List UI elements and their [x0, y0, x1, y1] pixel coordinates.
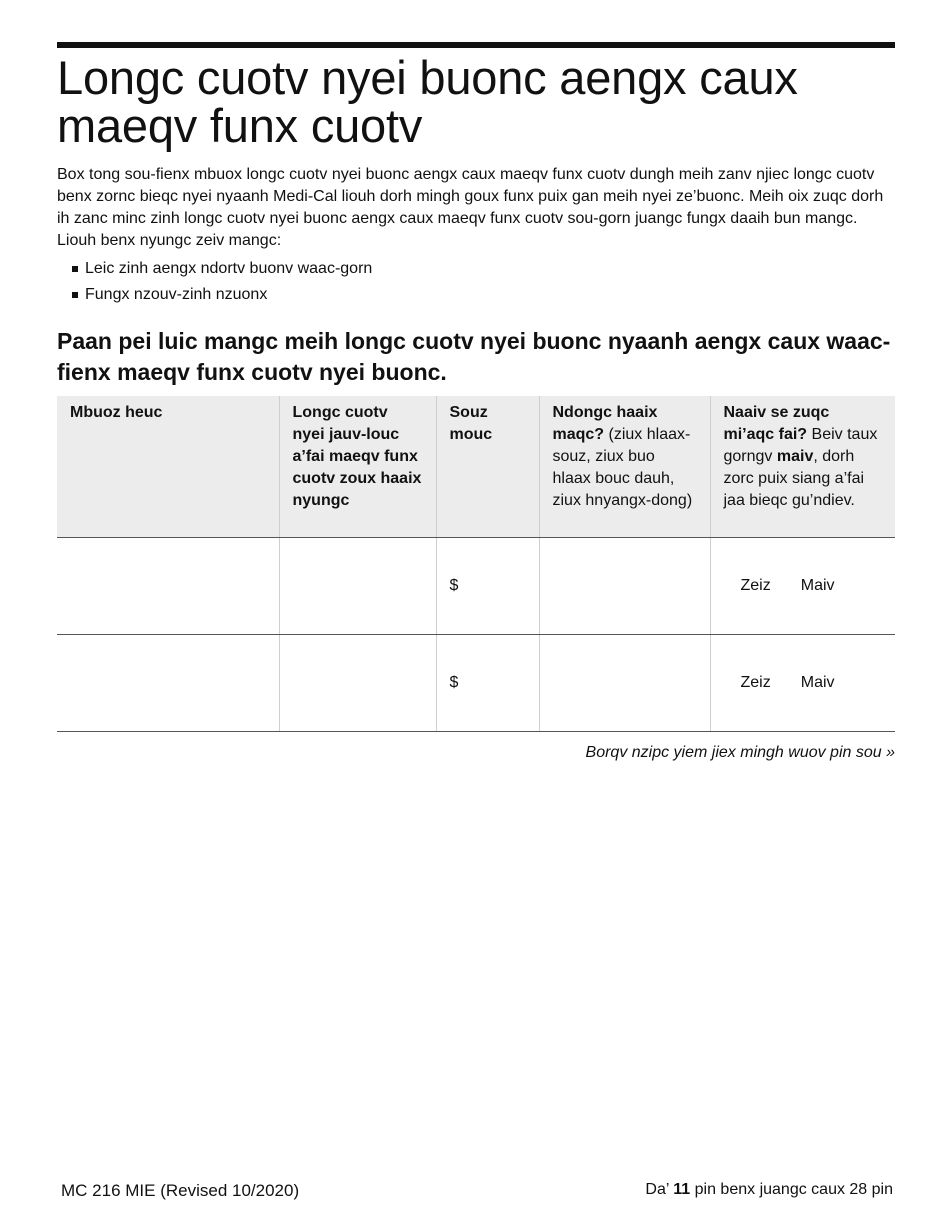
dollar-sign: $ — [449, 674, 459, 691]
expense-table — [57, 396, 895, 732]
no-option[interactable]: Maiv — [800, 674, 835, 691]
header-ongoing-rest: , dorh zorc puix siang a’fai jaa bieqc gu’ndiev. — [723, 448, 865, 509]
yes-option[interactable]: Zeiz — [740, 674, 771, 691]
page-number: 11 — [673, 1181, 691, 1198]
frequency-cell[interactable] — [539, 538, 710, 635]
header-ongoing-bold: Naaiv se zuqc mi’aqc fai? — [723, 404, 830, 443]
list-item — [57, 282, 372, 308]
list-item — [57, 256, 372, 282]
yes-no-choice — [741, 577, 835, 595]
page-title: Longc cuotv nyei buonc aengx caux maeqv funx cuotv — [57, 51, 798, 152]
amount-cell[interactable] — [436, 635, 539, 732]
footer-form-id: MC 216 MIE (Revised 10/2020) — [61, 1181, 300, 1200]
page-suffix: pin benx juangc caux 28 pin — [690, 1181, 893, 1198]
purpose-cell[interactable] — [279, 635, 436, 732]
header-ongoing-no: maiv — [776, 448, 814, 465]
purpose-cell[interactable] — [279, 538, 436, 635]
dollar-sign: $ — [449, 577, 459, 594]
amount-cell[interactable] — [436, 538, 539, 635]
no-option[interactable]: Maiv — [800, 577, 835, 594]
bullet-square-icon — [72, 266, 78, 272]
table-row — [57, 635, 895, 732]
page-prefix: Da’ — [645, 1181, 674, 1198]
header-name-text: Mbuoz heuc — [70, 404, 163, 421]
name-cell[interactable] — [57, 635, 279, 732]
frequency-cell[interactable] — [539, 635, 710, 732]
header-name — [57, 396, 279, 538]
top-rule — [57, 42, 895, 48]
section-heading: Paan pei luic mangc meih longc cuotv nyei buonc nyaanh aengx caux waac-fienx maeqv funx cuotv nyei buonc. — [57, 328, 891, 385]
yes-no-choice — [741, 674, 835, 692]
bullet-text: Leic zinh aengx ndortv buonv waac-gorn — [85, 260, 373, 277]
table-header-row — [57, 396, 895, 538]
bullet-list — [57, 256, 372, 308]
ongoing-cell — [710, 538, 895, 635]
header-frequency — [539, 396, 710, 538]
header-purpose — [279, 396, 436, 538]
header-frequency-rest: (ziux hlaax-souz, ziux buo hlaax bouc dauh, ziux hnyangx-dong) — [552, 426, 693, 509]
table-row — [57, 538, 895, 635]
bullet-text: Fungx nzouv-zinh nzuonx — [85, 286, 268, 303]
header-ongoing — [710, 396, 895, 538]
footer-page-number — [645, 1179, 893, 1201]
header-frequency-bold: Ndongc haaix maqc? — [552, 404, 658, 443]
continue-note: Borqv nzipc yiem jiex mingh wuov pin sou » — [585, 744, 895, 761]
intro-paragraph: Box tong sou-fienx mbuox longc cuotv nyei buonc aengx caux maeqv funx cuotv dungh meih zanv njiec longc cuotv benx zornc bieqc nyei nyaanh Medi-Cal liouh dorh mingh goux funx puix gan meih nyei ze’buonc. Meih oix zuqc dorh ih zanc minc zinh longc cuotv nyei buonc aengx caux maeqv funx cuotv sou-gorn juangc fungx daaih bun mangc. Liouh benx nyungc zeiv mangc: — [57, 166, 884, 249]
header-amount-text: Souz mouc — [449, 404, 493, 443]
header-purpose-text: Longc cuotv nyei jauv-louc a’fai maeqv funx cuotv zoux haaix nyungc — [292, 404, 422, 509]
ongoing-cell — [710, 635, 895, 732]
header-ongoing-mid: Beiv taux gorngv — [723, 426, 878, 465]
name-cell[interactable] — [57, 538, 279, 635]
bullet-square-icon — [72, 292, 78, 298]
header-amount — [436, 396, 539, 538]
yes-option[interactable]: Zeiz — [740, 577, 771, 594]
